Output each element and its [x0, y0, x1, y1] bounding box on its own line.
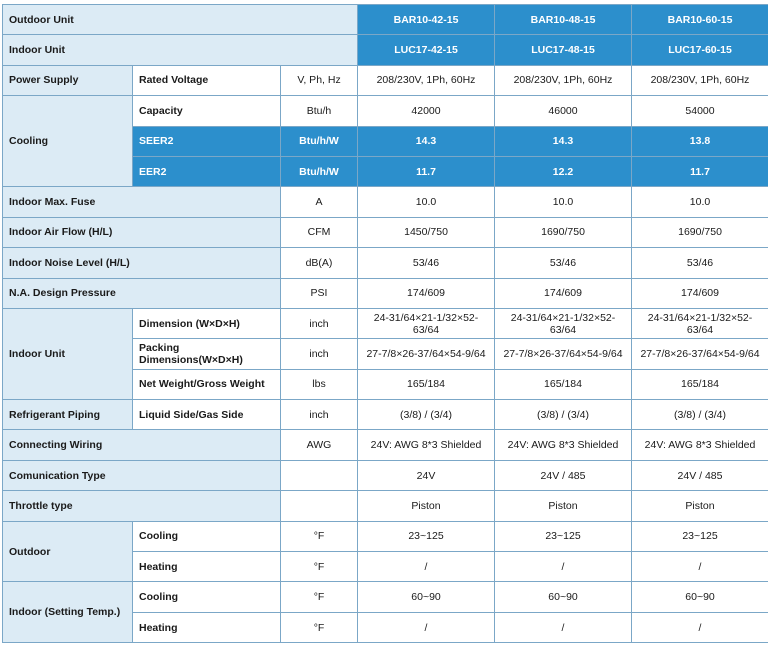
row-sublabel-liquid-gas-side: Liquid Side/Gas Side	[133, 400, 281, 430]
row-label-power-supply: Power Supply	[3, 65, 133, 95]
cell-value: 24V / 485	[632, 460, 768, 490]
row-unit: Btu/h/W	[281, 126, 358, 156]
cell-value: (3/8) / (3/4)	[358, 400, 495, 430]
row-unit: °F	[281, 582, 358, 612]
cell-value: 10.0	[358, 187, 495, 217]
table-row	[3, 65, 768, 95]
row-label-refrigerant-piping: Refrigerant Piping	[3, 400, 133, 430]
table-row	[3, 491, 768, 521]
row-unit: V, Ph, Hz	[281, 65, 358, 95]
model-outdoor-1: BAR10-42-15	[358, 5, 495, 35]
row-label-indoor-noise-level: Indoor Noise Level (H/L)	[3, 248, 281, 278]
cell-value: 53/46	[358, 248, 495, 278]
cell-value: 24-31/64×21-1/32×52-63/64	[495, 308, 632, 338]
cell-value: 1450/750	[358, 217, 495, 247]
cell-value: 208/230V, 1Ph, 60Hz	[632, 65, 768, 95]
cell-value: 174/609	[495, 278, 632, 308]
table-row	[3, 430, 768, 460]
row-unit: dB(A)	[281, 248, 358, 278]
cell-value: Piston	[495, 491, 632, 521]
row-label-communication-type: Comunication Type	[3, 460, 281, 490]
row-unit: °F	[281, 612, 358, 642]
model-indoor-2: LUC17-48-15	[495, 35, 632, 65]
cell-value: 165/184	[358, 369, 495, 399]
cell-value: 24V / 485	[495, 460, 632, 490]
row-label-indoor-unit-specs: Indoor Unit	[3, 308, 133, 399]
row-label-cooling: Cooling	[3, 96, 133, 187]
cell-value: 60~90	[495, 582, 632, 612]
cell-value: 24-31/64×21-1/32×52-63/64	[358, 308, 495, 338]
cell-value: 208/230V, 1Ph, 60Hz	[495, 65, 632, 95]
table-row	[3, 217, 768, 247]
cell-value: 27-7/8×26-37/64×54-9/64	[632, 339, 768, 369]
row-unit: °F	[281, 552, 358, 582]
cell-value: 10.0	[632, 187, 768, 217]
table-row	[3, 400, 768, 430]
cell-value: 24V	[358, 460, 495, 490]
row-unit: Btu/h	[281, 96, 358, 126]
row-label-design-pressure: N.A. Design Pressure	[3, 278, 281, 308]
row-sublabel-cooling: Cooling	[133, 521, 281, 551]
row-label-indoor-setting-temp: Indoor (Setting Temp.)	[3, 582, 133, 643]
row-sublabel-dimension: Dimension (W×D×H)	[133, 308, 281, 338]
row-unit: inch	[281, 308, 358, 338]
table-row	[3, 460, 768, 490]
table-row	[3, 248, 768, 278]
row-unit: inch	[281, 339, 358, 369]
cell-value: 60~90	[632, 582, 768, 612]
row-unit: Btu/h/W	[281, 156, 358, 186]
row-unit	[281, 491, 358, 521]
row-label-outdoor-temp: Outdoor	[3, 521, 133, 582]
row-sublabel-capacity: Capacity	[133, 96, 281, 126]
cell-value: 53/46	[495, 248, 632, 278]
cell-value: 27-7/8×26-37/64×54-9/64	[495, 339, 632, 369]
cell-value: (3/8) / (3/4)	[632, 400, 768, 430]
table-row	[3, 582, 768, 612]
row-unit: °F	[281, 521, 358, 551]
cell-value: 165/184	[495, 369, 632, 399]
cell-value: 14.3	[495, 126, 632, 156]
row-unit: PSI	[281, 278, 358, 308]
row-sublabel-net-gross-weight: Net Weight/Gross Weight	[133, 369, 281, 399]
table-row-indoor-unit	[3, 35, 768, 65]
cell-value: 1690/750	[495, 217, 632, 247]
cell-value: 23~125	[632, 521, 768, 551]
row-unit: AWG	[281, 430, 358, 460]
cell-value: 14.3	[358, 126, 495, 156]
row-unit: CFM	[281, 217, 358, 247]
row-unit: inch	[281, 400, 358, 430]
cell-value: /	[495, 612, 632, 642]
cell-value: /	[495, 552, 632, 582]
row-label-indoor-unit: Indoor Unit	[3, 35, 358, 65]
cell-value: 24V: AWG 8*3 Shielded	[495, 430, 632, 460]
model-indoor-1: LUC17-42-15	[358, 35, 495, 65]
table-row	[3, 278, 768, 308]
table-row	[3, 187, 768, 217]
cell-value: 42000	[358, 96, 495, 126]
row-unit	[281, 460, 358, 490]
row-sublabel-seer2: SEER2	[133, 126, 281, 156]
row-unit: lbs	[281, 369, 358, 399]
cell-value: 174/609	[358, 278, 495, 308]
cell-value: 174/609	[632, 278, 768, 308]
cell-value: /	[632, 552, 768, 582]
row-sublabel-heating: Heating	[133, 552, 281, 582]
cell-value: 23~125	[495, 521, 632, 551]
table-row	[3, 96, 768, 126]
cell-value: 208/230V, 1Ph, 60Hz	[358, 65, 495, 95]
row-sublabel-eer2: EER2	[133, 156, 281, 186]
row-label-outdoor-unit: Outdoor Unit	[3, 5, 358, 35]
row-sublabel-cooling: Cooling	[133, 582, 281, 612]
cell-value: 165/184	[632, 369, 768, 399]
cell-value: 11.7	[632, 156, 768, 186]
cell-value: Piston	[358, 491, 495, 521]
cell-value: /	[358, 612, 495, 642]
row-sublabel-heating: Heating	[133, 612, 281, 642]
cell-value: 24-31/64×21-1/32×52-63/64	[632, 308, 768, 338]
row-sublabel-packing-dimensions: Packing Dimensions(W×D×H)	[133, 339, 281, 369]
row-sublabel-rated-voltage: Rated Voltage	[133, 65, 281, 95]
cell-value: 27-7/8×26-37/64×54-9/64	[358, 339, 495, 369]
cell-value: 24V: AWG 8*3 Shielded	[358, 430, 495, 460]
cell-value: (3/8) / (3/4)	[495, 400, 632, 430]
cell-value: 13.8	[632, 126, 768, 156]
cell-value: 10.0	[495, 187, 632, 217]
cell-value: /	[358, 552, 495, 582]
model-outdoor-3: BAR10-60-15	[632, 5, 768, 35]
table-row-outdoor-unit	[3, 5, 768, 35]
cell-value: 46000	[495, 96, 632, 126]
cell-value: 53/46	[632, 248, 768, 278]
specification-table	[2, 4, 768, 643]
cell-value: 11.7	[358, 156, 495, 186]
cell-value: 23~125	[358, 521, 495, 551]
cell-value: 54000	[632, 96, 768, 126]
cell-value: /	[632, 612, 768, 642]
cell-value: Piston	[632, 491, 768, 521]
cell-value: 12.2	[495, 156, 632, 186]
cell-value: 1690/750	[632, 217, 768, 247]
row-label-indoor-max-fuse: Indoor Max. Fuse	[3, 187, 281, 217]
table-row	[3, 308, 768, 338]
table-row	[3, 521, 768, 551]
row-label-throttle-type: Throttle type	[3, 491, 281, 521]
cell-value: 60~90	[358, 582, 495, 612]
model-indoor-3: LUC17-60-15	[632, 35, 768, 65]
model-outdoor-2: BAR10-48-15	[495, 5, 632, 35]
row-label-indoor-air-flow: Indoor Air Flow (H/L)	[3, 217, 281, 247]
cell-value: 24V: AWG 8*3 Shielded	[632, 430, 768, 460]
row-unit: A	[281, 187, 358, 217]
row-label-connecting-wiring: Connecting Wiring	[3, 430, 281, 460]
